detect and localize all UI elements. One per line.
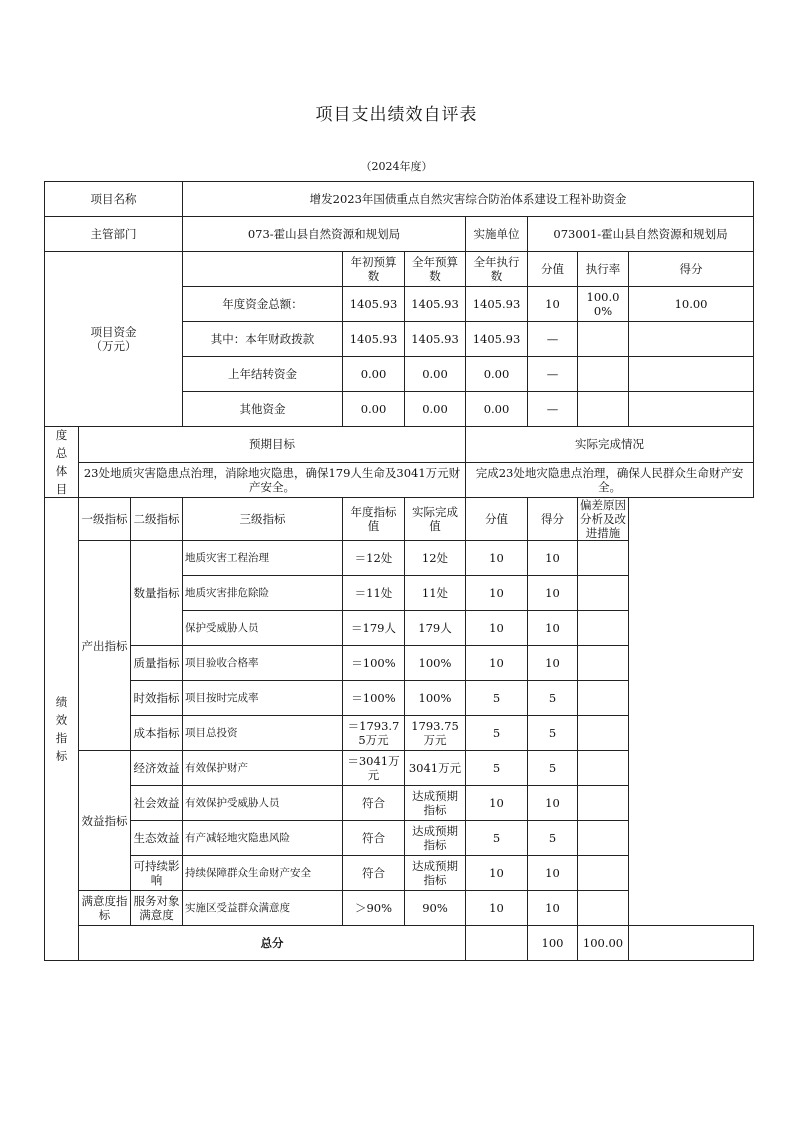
level3: 地质灾害排危除险 (183, 576, 343, 611)
weight: 10 (466, 541, 528, 576)
funds-weight: — (528, 392, 578, 427)
score: 10 (528, 891, 578, 926)
level3: 实施区受益群众满意度 (183, 891, 343, 926)
funds-weight: 10 (528, 287, 578, 322)
indicator-header: 三级指标 (183, 498, 343, 541)
funds-weight: — (528, 322, 578, 357)
funds-annual: 0.00 (405, 392, 466, 427)
level2-ecological: 生态效益 (131, 821, 183, 856)
note (578, 541, 629, 576)
funds-score (629, 357, 754, 392)
note (578, 611, 629, 646)
weight: 5 (466, 716, 528, 751)
level2-timeliness: 时效指标 (131, 681, 183, 716)
funds-rate: 100.00% (578, 287, 629, 322)
level2-economic: 经济效益 (131, 751, 183, 786)
indicator-header: 实际完成值 (405, 498, 466, 541)
level2-service-satisfaction: 服务对象满意度 (131, 891, 183, 926)
level1-output: 产出指标 (79, 541, 131, 751)
level2-quality: 质量指标 (131, 646, 183, 681)
funds-executed: 1405.93 (466, 287, 528, 322)
level2-sustainable: 可持续影响 (131, 856, 183, 891)
level2-quantity: 数量指标 (131, 541, 183, 646)
indicator-header: 分值 (466, 498, 528, 541)
note (578, 786, 629, 821)
goals-label (45, 427, 79, 498)
funds-executed: 0.00 (466, 392, 528, 427)
level3: 项目按时完成率 (183, 681, 343, 716)
level1-satisfaction: 满意度指标 (79, 891, 131, 926)
total-note (629, 926, 754, 961)
goals-label-text: 度总体目 (55, 428, 68, 496)
funds-rate (578, 392, 629, 427)
indicator-row (45, 751, 754, 786)
score: 10 (528, 786, 578, 821)
note (578, 891, 629, 926)
indicator-row (45, 716, 754, 751)
score: 5 (528, 716, 578, 751)
funds-header: 执行率 (578, 252, 629, 287)
funds-annual: 1405.93 (405, 322, 466, 357)
funds-initial: 1405.93 (343, 322, 405, 357)
score: 5 (528, 681, 578, 716)
funds-header: 年初预算数 (343, 252, 405, 287)
expected-goal-text: 23处地质灾害隐患点治理，消除地灾隐患，确保179人生命及3041万元财产安全。 (79, 462, 466, 498)
funds-label-line2: （万元） (90, 339, 137, 353)
funds-rate (578, 322, 629, 357)
indicator-header: 偏差原因分析及改进措施 (578, 498, 629, 541)
department-row (45, 217, 754, 252)
weight: 5 (466, 681, 528, 716)
weight: 10 (466, 611, 528, 646)
score: 10 (528, 646, 578, 681)
indicators-header-row (45, 498, 754, 541)
actual-goal-header: 实际完成情况 (466, 427, 754, 463)
funds-row-name: 其他资金 (183, 392, 343, 427)
impl-label: 实施单位 (466, 217, 528, 252)
score: 5 (528, 751, 578, 786)
weight: 10 (466, 576, 528, 611)
target: ＝12处 (343, 541, 405, 576)
funds-row-name: 其中：本年财政拨款 (183, 322, 343, 357)
note (578, 856, 629, 891)
score: 10 (528, 576, 578, 611)
level3: 项目验收合格率 (183, 646, 343, 681)
target: ＝179人 (343, 611, 405, 646)
expected-goal-header: 预期目标 (79, 427, 466, 463)
total-weight: 100 (528, 926, 578, 961)
indicator-header: 一级指标 (79, 498, 131, 541)
actual: 12处 (405, 541, 466, 576)
note (578, 716, 629, 751)
level3: 有效保护财产 (183, 751, 343, 786)
actual: 11处 (405, 576, 466, 611)
funds-weight: — (528, 357, 578, 392)
indicator-row (45, 681, 754, 716)
actual: 100% (405, 681, 466, 716)
level3: 地质灾害工程治理 (183, 541, 343, 576)
level3: 项目总投资 (183, 716, 343, 751)
score: 10 (528, 541, 578, 576)
weight: 10 (466, 646, 528, 681)
goals-header-row (45, 427, 754, 463)
level3: 持续保障群众生命财产安全 (183, 856, 343, 891)
target: ＝3041万元 (343, 751, 405, 786)
indicators-section-text: 绩效指标 (55, 695, 68, 763)
level3: 有产减轻地灾隐患风险 (183, 821, 343, 856)
funds-header-row (45, 252, 754, 287)
target: 符合 (343, 821, 405, 856)
score: 5 (528, 821, 578, 856)
note (578, 821, 629, 856)
project-name-value: 增发2023年国债重点自然灾害综合防治体系建设工程补助资金 (183, 182, 754, 217)
weight: 10 (466, 891, 528, 926)
actual: 达成预期指标 (405, 786, 466, 821)
indicator-header: 得分 (528, 498, 578, 541)
weight: 10 (466, 786, 528, 821)
indicator-header: 二级指标 (131, 498, 183, 541)
indicator-header: 年度指标值 (343, 498, 405, 541)
funds-label-line1: 项目资金 (90, 325, 137, 339)
funds-label (45, 252, 183, 427)
target: 符合 (343, 786, 405, 821)
funds-header: 得分 (629, 252, 754, 287)
target: 符合 (343, 856, 405, 891)
funds-annual: 1405.93 (405, 287, 466, 322)
actual: 90% (405, 891, 466, 926)
dept-label: 主管部门 (45, 217, 183, 252)
actual: 100% (405, 646, 466, 681)
actual: 3041万元 (405, 751, 466, 786)
note (578, 646, 629, 681)
self-evaluation-table (44, 181, 754, 961)
note (578, 751, 629, 786)
weight: 5 (466, 821, 528, 856)
dept-value: 073-霍山县自然资源和规划局 (183, 217, 466, 252)
indicators-section-label (45, 498, 79, 961)
actual: 1793.75万元 (405, 716, 466, 751)
funds-rate (578, 357, 629, 392)
impl-value: 073001-霍山县自然资源和规划局 (528, 217, 754, 252)
note (578, 576, 629, 611)
actual: 179人 (405, 611, 466, 646)
goals-content-row (45, 462, 754, 498)
level3: 有效保护受威胁人员 (183, 786, 343, 821)
funds-annual: 0.00 (405, 357, 466, 392)
page-title: 项目支出绩效自评表 (315, 105, 478, 125)
level2-social: 社会效益 (131, 786, 183, 821)
target: ＝100% (343, 681, 405, 716)
actual: 达成预期指标 (405, 821, 466, 856)
level1-benefit: 效益指标 (79, 751, 131, 891)
indicator-row (45, 856, 754, 891)
funds-header: 分值 (528, 252, 578, 287)
funds-initial: 1405.93 (343, 287, 405, 322)
indicator-row (45, 786, 754, 821)
total-row (45, 926, 754, 961)
indicator-row (45, 891, 754, 926)
funds-initial: 0.00 (343, 357, 405, 392)
actual: 达成预期指标 (405, 856, 466, 891)
project-name-row (45, 182, 754, 217)
score: 10 (528, 611, 578, 646)
total-label: 总分 (79, 926, 466, 961)
target: ＝100% (343, 646, 405, 681)
funds-row-name: 年度资金总额： (183, 287, 343, 322)
total-actual (466, 926, 528, 961)
funds-row-name: 上年结转资金 (183, 357, 343, 392)
indicator-row (45, 541, 754, 576)
funds-header: 全年执行数 (466, 252, 528, 287)
score: 10 (528, 856, 578, 891)
weight: 5 (466, 751, 528, 786)
actual-goal-text: 完成23处地灾隐患点治理，确保人民群众生命财产安全。 (466, 462, 754, 498)
indicator-row (45, 646, 754, 681)
level3: 保护受威胁人员 (183, 611, 343, 646)
level2-cost: 成本指标 (131, 716, 183, 751)
funds-header: 全年预算数 (405, 252, 466, 287)
funds-score (629, 392, 754, 427)
funds-score: 10.00 (629, 287, 754, 322)
target: ＝1793.75万元 (343, 716, 405, 751)
funds-initial: 0.00 (343, 392, 405, 427)
funds-header-blank (183, 252, 343, 287)
funds-executed: 0.00 (466, 357, 528, 392)
year-subtitle: （2024年度） (360, 160, 433, 173)
project-name-label: 项目名称 (45, 182, 183, 217)
indicator-row (45, 821, 754, 856)
weight: 10 (466, 856, 528, 891)
note (578, 681, 629, 716)
target: ＞90% (343, 891, 405, 926)
target: ＝11处 (343, 576, 405, 611)
funds-score (629, 322, 754, 357)
funds-executed: 1405.93 (466, 322, 528, 357)
total-score: 100.00 (578, 926, 629, 961)
